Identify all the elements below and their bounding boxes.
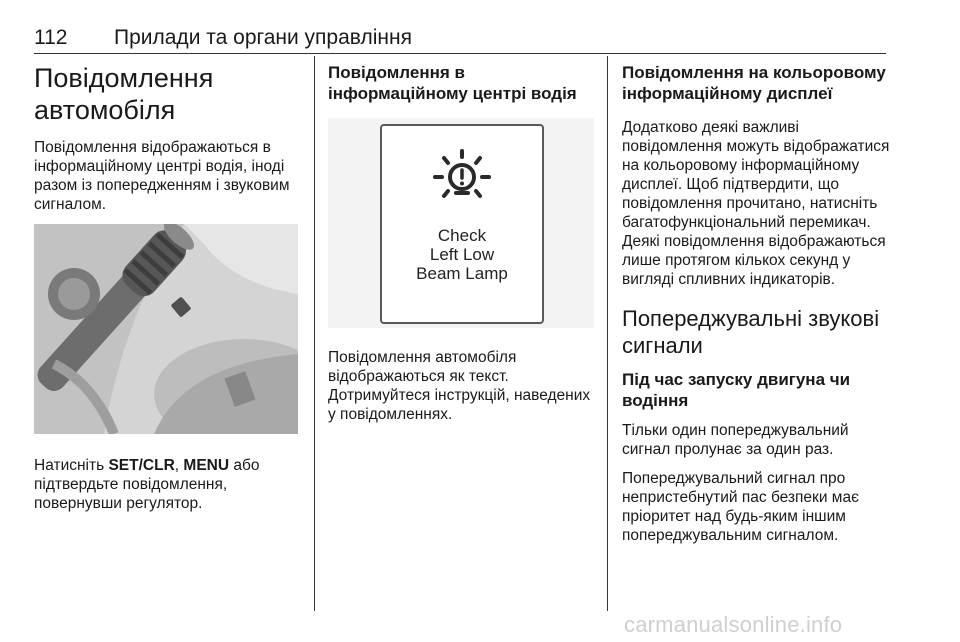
turn-signal-stalk-illustration [34, 224, 298, 434]
warning-line-1: Check [437, 226, 487, 245]
warning-display [380, 124, 544, 324]
set-clr-label: SET/CLR [108, 457, 175, 474]
color-display-paragraph: Додатково деякі важливі повідомлення можуть відображатися на кольоровому інформаційному дисплеї. Щоб підтвердити, що повідомлення прочитано, натисніть багатофункціональний перемикач. Деякі повідомлення відображаються лише протягом кількох секунд у вигляді спливних індикаторів. [622, 119, 890, 288]
column-3 [622, 62, 892, 555]
column-divider-2 [607, 56, 608, 611]
caption-text-end: або підтвердьте повідомлення, повернувши регулятор. [34, 457, 260, 512]
section-title-color-display: Повідомлення на кольоровому інформаційному дисплеї [622, 63, 886, 103]
stalk-caption [34, 456, 304, 513]
warning-line-2: Left Low [429, 245, 495, 264]
watermark: carmanualsonline.info [624, 612, 843, 637]
intro-paragraph: Повідомлення відображаються в інформаційному центрі водія, іноді разом із попередженням і звуковим сигналом. [34, 139, 290, 213]
driver-info-paragraph: Повідомлення автомобіля відображаються як текст. Дотримуйтеся інструкцій, наведених у повідомленнях. [328, 349, 591, 423]
menu-label: MENU [183, 457, 230, 474]
caption-text-start: Натисніть [34, 457, 109, 474]
stalk-photo [34, 224, 298, 434]
chime-paragraph-2: Попереджувальний сигнал про непристебнутий пас безпеки має пріоритет над будь-яким іншим попереджувальним сигналом. [622, 470, 859, 544]
column-1 [34, 62, 304, 523]
header-rule [34, 53, 886, 54]
page-header [34, 22, 886, 54]
column-divider-1 [314, 56, 315, 611]
chapter-title: Прилади та органи управління [114, 26, 412, 49]
warning-message [382, 226, 542, 283]
section-title-vehicle-messages: Повідомлення автомобіля [34, 63, 214, 125]
section-title-driver-info-center: Повідомлення в інформаційному центрі водія [328, 63, 577, 103]
subsection-title-engine-driving: Під час запуску двигуна чи водіння [622, 370, 851, 410]
page-number: 112 [34, 26, 68, 49]
section-title-warning-chimes: Попереджувальні звукові сигнали [622, 306, 880, 358]
caption-separator: , [174, 457, 184, 474]
warning-line-3: Beam Lamp [416, 264, 508, 283]
column-2 [328, 62, 598, 434]
bulb-warning-icon [432, 148, 492, 208]
warning-display-illustration [328, 118, 594, 328]
chime-paragraph-1: Тільки один попереджувальний сигнал пролунає за один раз. [622, 422, 849, 458]
